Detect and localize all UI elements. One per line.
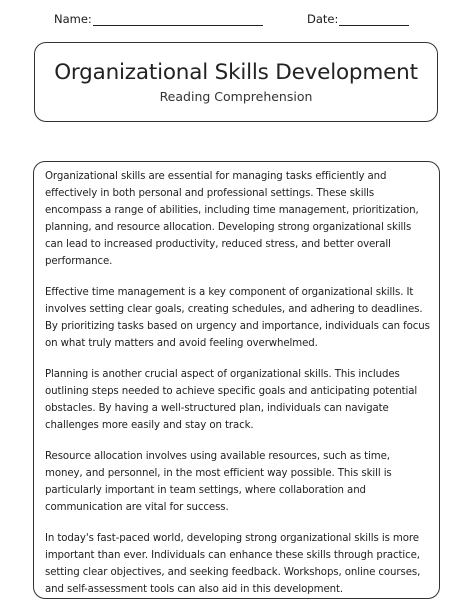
passage-paragraph-1: Organizational skills are essential for managing tasks efficiently and effectively in both personal and professional settings. These skills encompass a range of abilities, including time management, prioritization, planning, and resource allocation. Developing strong organizational skills can lead to increased productivity, reduced stress, and better overall performance.: [45, 171, 419, 267]
passage-paragraph-4: Resource allocation involves using available resources, such as time, money, and personnel, in the most efficient way possible. This skill is particularly important in team settings, where collaboration and communication are vital for success.: [45, 451, 392, 513]
date-blank-line[interactable]: [339, 14, 409, 26]
name-label: Name:: [54, 12, 92, 26]
name-field[interactable]: [54, 12, 263, 26]
passage-paragraph-5: In today's fast-paced world, developing strong organizational skills is more important than ever. Individuals can enhance these skills through practice, setting clear objectives, and seeking feedback. Workshops, online courses, and self-assessment tools can also aid in this development.: [45, 533, 421, 595]
passage-paragraph-2: Effective time management is a key component of organizational skills. It involves setting clear goals, creating schedules, and adhering to deadlines. By prioritizing tasks based on urgency and importance, individuals can focus on what truly matters and avoid feeling overwhelmed.: [45, 287, 430, 349]
page-title: Organizational Skills Development: [54, 60, 418, 85]
passage-paragraph-3: Planning is another crucial aspect of organizational skills. This includes outlining steps needed to achieve specific goals and anticipating potential obstacles. By having a well-structured plan, individuals can navigate challenges more easily and stay on track.: [45, 369, 418, 431]
date-field[interactable]: [307, 12, 409, 26]
date-label: Date:: [307, 12, 339, 26]
page-subtitle: Reading Comprehension: [159, 89, 313, 104]
passage-box: [33, 161, 440, 599]
title-box: [34, 42, 438, 122]
header-fields: [54, 12, 414, 30]
name-blank-line[interactable]: [93, 14, 263, 26]
